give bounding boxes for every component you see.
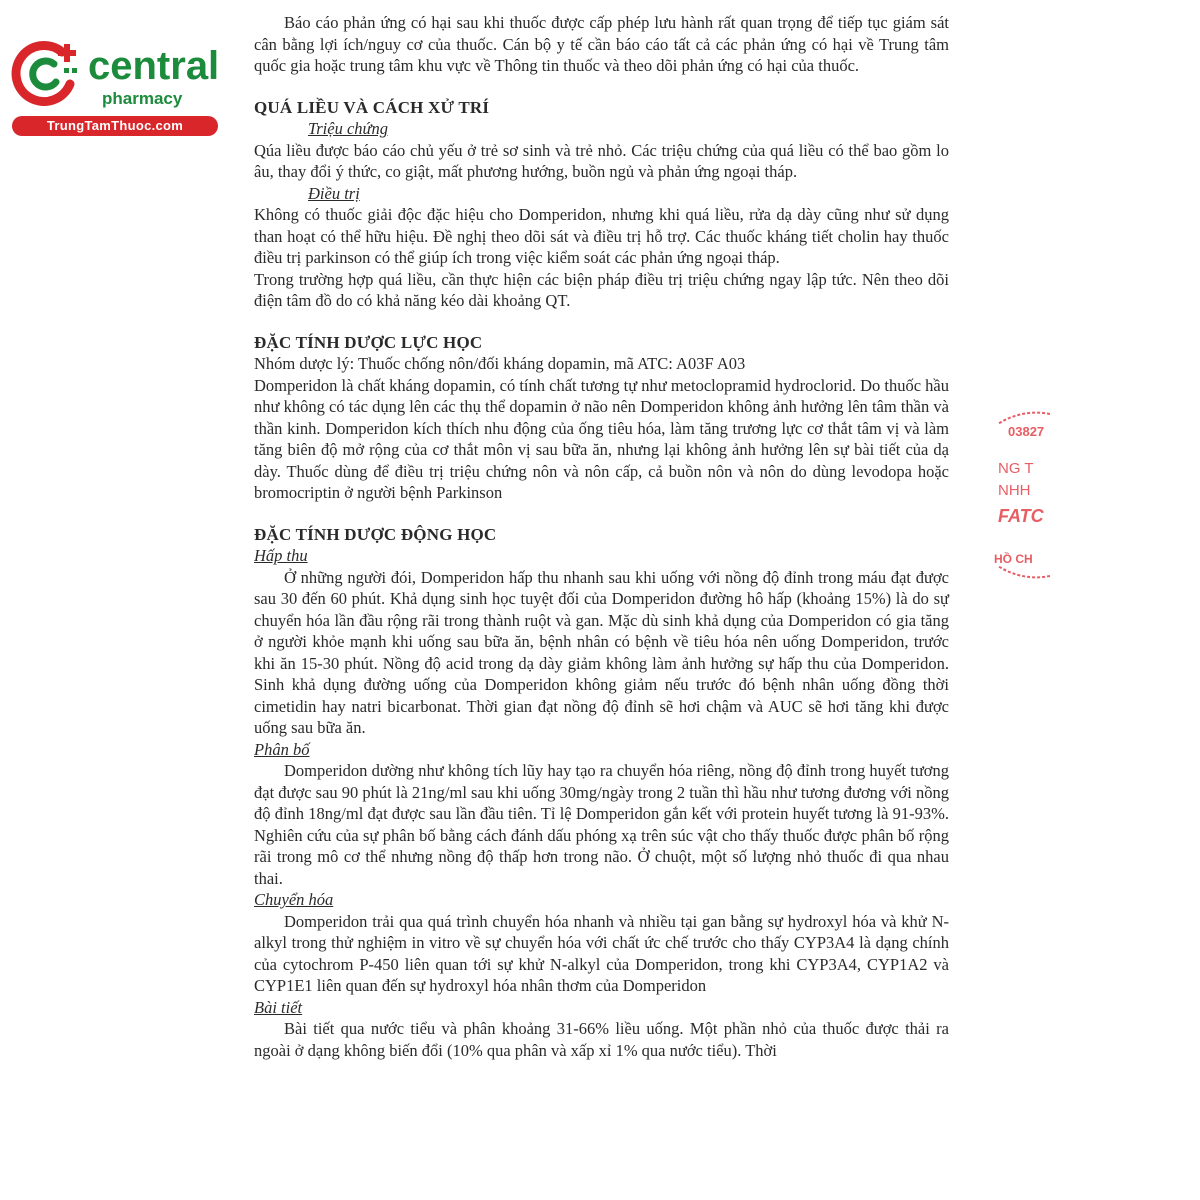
excretion-label: Bài tiết [254, 997, 303, 1017]
pharmacodynamics-heading: ĐẶC TÍNH DƯỢC LỰC HỌC [254, 332, 483, 352]
overdose-heading: QUÁ LIỀU VÀ CÁCH XỬ TRÍ [254, 97, 490, 117]
absorption-text: Ở những người đói, Domperidon hấp thu nhanh sau khi uống với nồng độ đỉnh trong máu đạt được sau 30 đến 60 phút. Khả dụng sinh học tuyệt đối của Domperidon đường hô hấp (khoảng 15%) là do sự chuyển hóa lần đầu rộng rãi trong thành ruột và gan. Mặc dù sinh khả dụng của Domperidon có gia tăng ở người khỏe mạnh khi uống sau bữa ăn, bệnh nhân có bệnh về tiêu hóa nên uống Domperidon, trước khi ăn 15-30 phút. Nồng độ acid trong dạ dày giảm không làm ảnh hưởng sự hấp thu của Domperidon. Sinh khả dụng đường uống của Domperidon không giảm nếu trước đó bệnh nhân uống đồng thời cimetidin hay natri bicarbonat. Thời gian đạt nồng độ đỉnh sẽ hơi chậm và AUC sẽ hơi tăng khi được uống sau bữa ăn. [254, 567, 949, 737]
red-stamp [990, 410, 1050, 580]
logo-brand-sub: pharmacy [102, 89, 183, 108]
stamp-number: 03827 [1008, 424, 1045, 439]
pharmacokinetics-heading: ĐẶC TÍNH DƯỢC ĐỘNG HỌC [254, 524, 497, 544]
logo-website: TrungTamThuoc.com [12, 116, 218, 136]
stamp-line-2: NG T [998, 460, 1034, 477]
excretion-text: Bài tiết qua nước tiểu và phân khoảng 31-66% liều uống. Một phần nhỏ của thuốc được thải ra ngoài ở dạng không biến đổi (10% qua phân và xấp xỉ 1% qua nước tiểu). Thời [254, 1019, 949, 1060]
treatment-text-2: Trong trường hợp quá liều, cần thực hiện các biện pháp điều trị triệu chứng ngay lập tức. Nên theo dõi điện tâm đồ do có khả năng kéo dài khoảng QT. [254, 269, 949, 310]
metabolism-text: Domperidon trải qua quá trình chuyển hóa nhanh và nhiều tại gan bằng sự hydroxyl hóa và khử N-alkyl trong thử nghiệm in vitro về sự chuyển hóa với chất ức chế trước cho thấy CYP3A4 là dạng chính của cytochrom P-450 liên quan tới sự khử N-alkyl của Domperidon, trong khi CYP3A4, CYP1A2 và CYP1E1 liên quan đến sự hydroxyl hóa nhân thơm của Domperidon [254, 911, 949, 995]
central-pharmacy-logo [10, 36, 220, 136]
distribution-label: Phân bố [254, 739, 310, 759]
stamp-line-3: NHH [998, 482, 1031, 499]
treatment-text-1: Không có thuốc giải độc đặc hiệu cho Domperidon, nhưng khi quá liều, rửa dạ dày cũng như sử dụng than hoạt có thể hữu hiệu. Đề nghị theo dõi sát và điều trị hỗ trợ. Các thuốc kháng tiết cholin hay thuốc điều trị parkinson có thể giúp ích trong việc kiểm soát các phản ứng ngoại tháp. [254, 205, 949, 267]
distribution-text: Domperidon dường như không tích lũy hay tạo ra chuyển hóa riêng, nồng độ đỉnh trong huyết tương đạt được sau 90 phút là 21ng/ml sau khi uống 30mg/ngày trong 2 tuần thì hầu như tương đương với nồng độ đỉnh 18ng/ml đạt được sau lần đầu tiên. Tỉ lệ Domperidon gắn kết với protein huyết tương là 91-93%. Nghiên cứu của sự phân bố bằng cách đánh dấu phóng xạ trên súc vật cho thấy thuốc được phân bố rộng rãi trong mô cơ thể nhưng nồng độ thấp hơn trong não. Ở chuột, một số lượng nhỏ thuốc đi qua nhau thai. [254, 761, 949, 888]
metabolism-label: Chuyển hóa [254, 890, 334, 909]
treatment-label: Điều trị [308, 183, 360, 203]
logo-brand-name: central [88, 44, 220, 88]
pharmacy-cross-logo-icon [10, 38, 82, 110]
stamp-line-4: FATC [998, 506, 1044, 526]
symptoms-label: Triệu chứng [308, 119, 389, 138]
pharmacodynamics-text: Domperidon là chất kháng dopamin, có tính chất tương tự như metoclopramid hydroclorid. Do thuốc hầu như không có tác dụng lên các thụ thể dopamin ở não nên Domperidon không ảnh hưởng lên tâm thần và thần kinh. Domperidon kích thích nhu động của ống tiêu hóa, làm tăng trương lực cơ thắt tâm vị và làm tăng biên độ mở rộng của cơ thắt môn vị sau bữa ăn, nhưng lại không ảnh hưởng lên sự bài tiết của dạ dày. Thuốc dùng để điều trị triệu chứng nôn và nôn cấp, cả buồn nôn và nôn do dùng levodopa hoặc bromocriptin ở người bệnh Parkinson [254, 375, 949, 502]
document-page [254, 12, 949, 1061]
symptoms-text: Qúa liều được báo cáo chủ yếu ở trẻ sơ sinh và trẻ nhỏ. Các triệu chứng của quá liều có thể bao gồm lo âu, thay đổi ý thức, co giật, mất phương hướng, buồn ngủ và phản ứng ngoại tháp. [254, 140, 949, 181]
stamp-line-5: HỒ CH [994, 552, 1033, 566]
pharmacology-group: Nhóm dược lý: Thuốc chống nôn/đối kháng dopamin, mã ATC: A03F A03 [254, 354, 746, 373]
absorption-label: Hấp thu [254, 546, 308, 565]
adverse-report-paragraph: Báo cáo phản ứng có hại sau khi thuốc được cấp phép lưu hành rất quan trọng để tiếp tục giám sát cân bằng lợi ích/nguy cơ của thuốc. Cán bộ y tế cần báo cáo tất cả các phản ứng có hại về Trung tâm quốc gia hoặc trung tâm khu vực về Thông tin thuốc và theo dõi phản ứng có hại của thuốc. [254, 13, 949, 75]
